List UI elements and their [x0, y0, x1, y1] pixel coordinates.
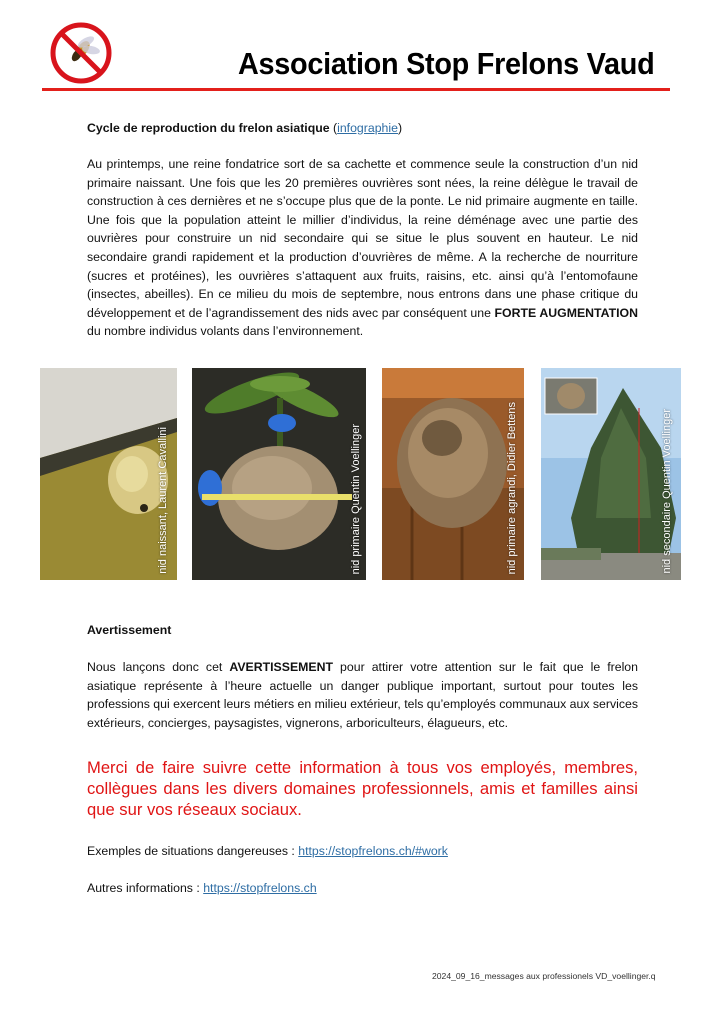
section-heading-cycle: Cycle de reproduction du frelon asiatique (infographie) [87, 121, 403, 135]
photo-nid-naissant [40, 368, 177, 580]
examples-link[interactable]: https://stopfrelons.ch/#work [298, 844, 448, 858]
warning-paragraph: Nous lançons donc cet AVERTISSEMENT pour attirer votre attention sur le fait que le frelon asiatique représente à l’heure actuelle un danger publique important, surtout pour toutes les professions qui exercent leurs métiers en milieu extérieur, tels qu’employés communaux aux services extérieurs, concierges, paysagistes, vignerons, arboriculteurs, élagueurs, etc. [87, 660, 638, 730]
title-underline [42, 88, 670, 91]
no-hornet-logo-icon [50, 22, 112, 84]
share-notice: Merci de faire suivre cette information à tous vos employés, membres, collègues dans les divers domaines professionnels, amis et familles ainsi que sur vos réseaux sociaux. [87, 758, 638, 819]
page-title: Association Stop Frelons Vaud [238, 46, 655, 81]
section-heading-avertissement: Avertissement [87, 623, 172, 637]
photo-caption: nid naissant, Laurent Cavallini [157, 427, 169, 574]
info-link[interactable]: https://stopfrelons.ch [203, 881, 317, 895]
infographic-link[interactable]: infographie [337, 121, 398, 135]
examples-line: Exemples de situations dangereuses : https://stopfrelons.ch/#work [87, 844, 448, 858]
photo-nid-primaire-agrandi [382, 368, 524, 580]
footer-filename: 2024_09_16_messages aux professionels VD_voellinger.q [432, 971, 656, 981]
cycle-paragraph: Au printemps, une reine fondatrice sort de sa cachette et commence seule la construction d’un nid primaire naissant. Une fois que les 20 premières ouvrières sont nées, la reine délègue le travail de construction à ces dernières et ne s’occupe plus que de la ponte. Le nid primaire augmente en taille. Une fois que la population atteint le millier d’individus, la reine déménage avec une partie des ouvrières pour construire un nid secondaire qui se situe le plus souvent en hauteur. Le nid secondaire grandi rapidement et la production d’ouvrières de même. A la recherche de nourriture (sucres et protéines), les ouvrières s’attaquent aux fruits, raisins, etc. ainsi qu’à l’entomofaune (insectes, abeilles). En ce milieu du mois de septembre, nous entrons dans une phase critique du développement et de l’agrandissement des nids avec par conséquent une FORTE AUGMENTATION du nombre individus volants dans l’environnement. [87, 157, 638, 339]
photo-nid-secondaire [541, 368, 681, 580]
info-line: Autres informations : https://stopfrelons.ch [87, 881, 317, 895]
photo-caption: nid primaire agrandi, Didier Bettens [506, 401, 518, 574]
photo-caption: nid primaire Quentin Voellinger [350, 423, 362, 574]
photo-caption: nid secondaire Quentin Voellinger [661, 409, 673, 574]
photo-nid-primaire [192, 368, 366, 580]
